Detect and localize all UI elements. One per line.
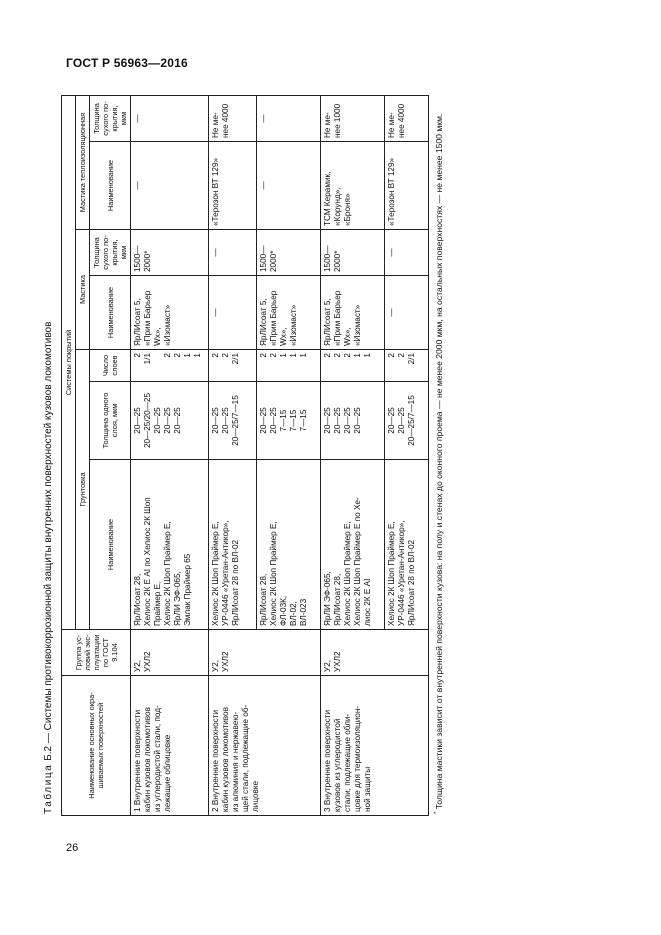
group-cell: У2, УХЛ2 — [209, 630, 321, 676]
col-layer-count-header: Число слоев — [90, 350, 131, 382]
mastic-name-cell: ЯрЛИсоат 5, «Прим Барьер Wx», «Изомаст» — [131, 276, 209, 350]
surface-cell: 3 Внутренние поверхности кузовов из углеродистой стали, подлежащие обли- цовке для термоизоляцион- ной защиты — [321, 676, 429, 816]
primer-thickness-cell: 20—25 20—25 7—15 7—15 7—15 — [257, 382, 321, 460]
thermal-name-cell: — — [257, 142, 321, 230]
primer-name-cell: ЯрЛИсоат 28, Хелиос 2К Е АI по Хелиос 2К Шоп Праймер Е, Хелиос 2К Шоп Праймер Е, ЯрЛИ ЭФ-065, Эмлак Праймер 65 — [131, 460, 209, 630]
coating-systems-table — [61, 95, 429, 816]
table-caption-text: Б.2 — Системы противокоррозионной защиты внутренних поверхностей кузовов локомотивов — [43, 321, 54, 764]
thermal-name-cell: «Терозон ВТ 129» — [209, 142, 257, 230]
primer-thickness-cell: 20—25 20—25 20—25/7—15 — [209, 382, 257, 460]
primer-name-cell: Хелиос 2К Шоп Праймер Е, УР-0446 «Уретан-Антикор», ЯрЛИсоат 28 по ВЛ-02 — [385, 460, 429, 630]
col-thermal-mastic-header: Мастика теплоизоляционная — [76, 95, 90, 229]
primer-name-cell: ЯрЛИ ЭФ-065, ЯрЛИсоат 28, Хелиос 2К Шоп Праймер Е, Хелиос 2К Шоп Праймер Е по Хе- лиос 2К Е АI — [321, 460, 385, 630]
layer-count-cell: 2 2 2/1 — [209, 350, 257, 382]
primer-name-cell: Хелиос 2К Шоп Праймер Е, УР-0446 «Уретан-Антикор», ЯрЛИсоат 28 по ВЛ-02 — [209, 460, 257, 630]
mastic-name-cell: ЯрЛИсоат 5, «Прим Барьер Wx», «Изомаст» — [257, 276, 321, 350]
col-mastic-header: Мастика — [76, 230, 90, 350]
primer-name-cell: ЯрЛИсоат 28, Хелиос 2К Шоп Праймер Е, ФЛ-03К, ВЛ-02, ВЛ-023 — [257, 460, 321, 630]
thermal-name-cell: ТСМ Керамик, «Корунд», «Броня» — [321, 142, 385, 230]
layer-count-cell: 2 2 2/1 — [385, 350, 429, 382]
primer-thickness-cell: 20—25 20—25 20—25/7—15 — [385, 382, 429, 460]
col-primer-name-header: Наименование — [90, 460, 131, 630]
thermal-thickness-cell: — — [131, 95, 209, 141]
table-row — [209, 95, 257, 815]
page-number: 26 — [66, 842, 79, 854]
thermal-name-cell: «Терозон ВТ 129» — [385, 142, 429, 230]
mastic-thickness-cell: 1500— 2000* — [131, 230, 209, 276]
col-surfaces-header: Наименование основных окра- шиваемых поверхностей — [62, 676, 131, 816]
document-header: ГОСТ Р 56963—2016 — [66, 56, 188, 70]
table-row — [131, 95, 209, 815]
mastic-name-cell: ЯрЛИсоат 5, «Прим Барьер Wx», «Изомаст» — [321, 276, 385, 350]
thermal-thickness-cell: — — [257, 95, 321, 141]
layer-count-cell: 2 2 1 1 1 — [257, 350, 321, 382]
footnote-mark: * — [434, 811, 440, 814]
surface-cell: 2 Внутренние поверхности кабин кузовов локомотивов из алюминия и нержавею- щей стали, подлежащие об- лицовке — [209, 676, 321, 816]
thermal-thickness-cell: Не ме- нее 1000 — [321, 95, 385, 141]
col-primer-header: Грунтовка — [76, 350, 90, 630]
mastic-thickness-cell: 1500— 2000* — [321, 230, 385, 276]
surface-cell: 1 Внутренние поверхности кабин кузовов локомотивов из углеродистой стали, под- лежащие облицовке — [131, 676, 209, 816]
layer-count-cell: 2 1/1 2 2 1 1 — [131, 350, 209, 382]
layer-count-cell: 2 2 2 1 1 — [321, 350, 385, 382]
rotated-table-block — [41, 96, 471, 816]
group-cell: У2, УХЛ2 — [321, 630, 429, 676]
mastic-thickness-cell: — — [209, 230, 257, 276]
primer-thickness-cell: 20—25 20—25 20—25 20—25 — [321, 382, 385, 460]
footnote-text: Толщина мастики зависит от внутренней поверхности кузова: на полу и стенах до оконного проема — не менее 2000 мкм, на остальных поверхностях — не менее 1500 мкм. — [433, 113, 444, 812]
thermal-name-cell: — — [131, 142, 209, 230]
mastic-name-cell: — — [385, 276, 429, 350]
col-mastic-name-header: Наименование — [90, 276, 131, 350]
mastic-thickness-cell: — — [385, 230, 429, 276]
table-row — [321, 95, 385, 815]
thermal-thickness-cell: Не ме- нее 4000 — [209, 95, 257, 141]
col-mastic-thickness-header: Толщина сухого по- крытия, мкм — [90, 230, 131, 276]
table-caption — [41, 96, 57, 814]
mastic-thickness-cell: 1500— 2000* — [257, 230, 321, 276]
table-footnote — [432, 94, 445, 814]
col-thermal-name-header: Наименование — [90, 142, 131, 230]
col-thermal-thickness-header: Толщина сухого по- крытия, мкм — [90, 95, 131, 141]
col-layer-thickness-header: Толщина одного слоя, мкм — [90, 382, 131, 460]
primer-thickness-cell: 20—25 20—25/20—25 20—25 20—25 20—25 — [131, 382, 209, 460]
col-coating-systems-header: Системы покрытий — [62, 95, 76, 629]
mastic-name-cell: — — [209, 276, 257, 350]
table-caption-label: Таблица — [43, 763, 54, 814]
group-cell: У2, УХЛ2 — [131, 630, 209, 676]
header-row-1 — [62, 95, 76, 815]
col-group-header: Группа ус- ловий экс- плуатации по ГОСТ 9.104 — [62, 630, 131, 676]
thermal-thickness-cell: Не ме- нее 4000 — [385, 95, 429, 141]
